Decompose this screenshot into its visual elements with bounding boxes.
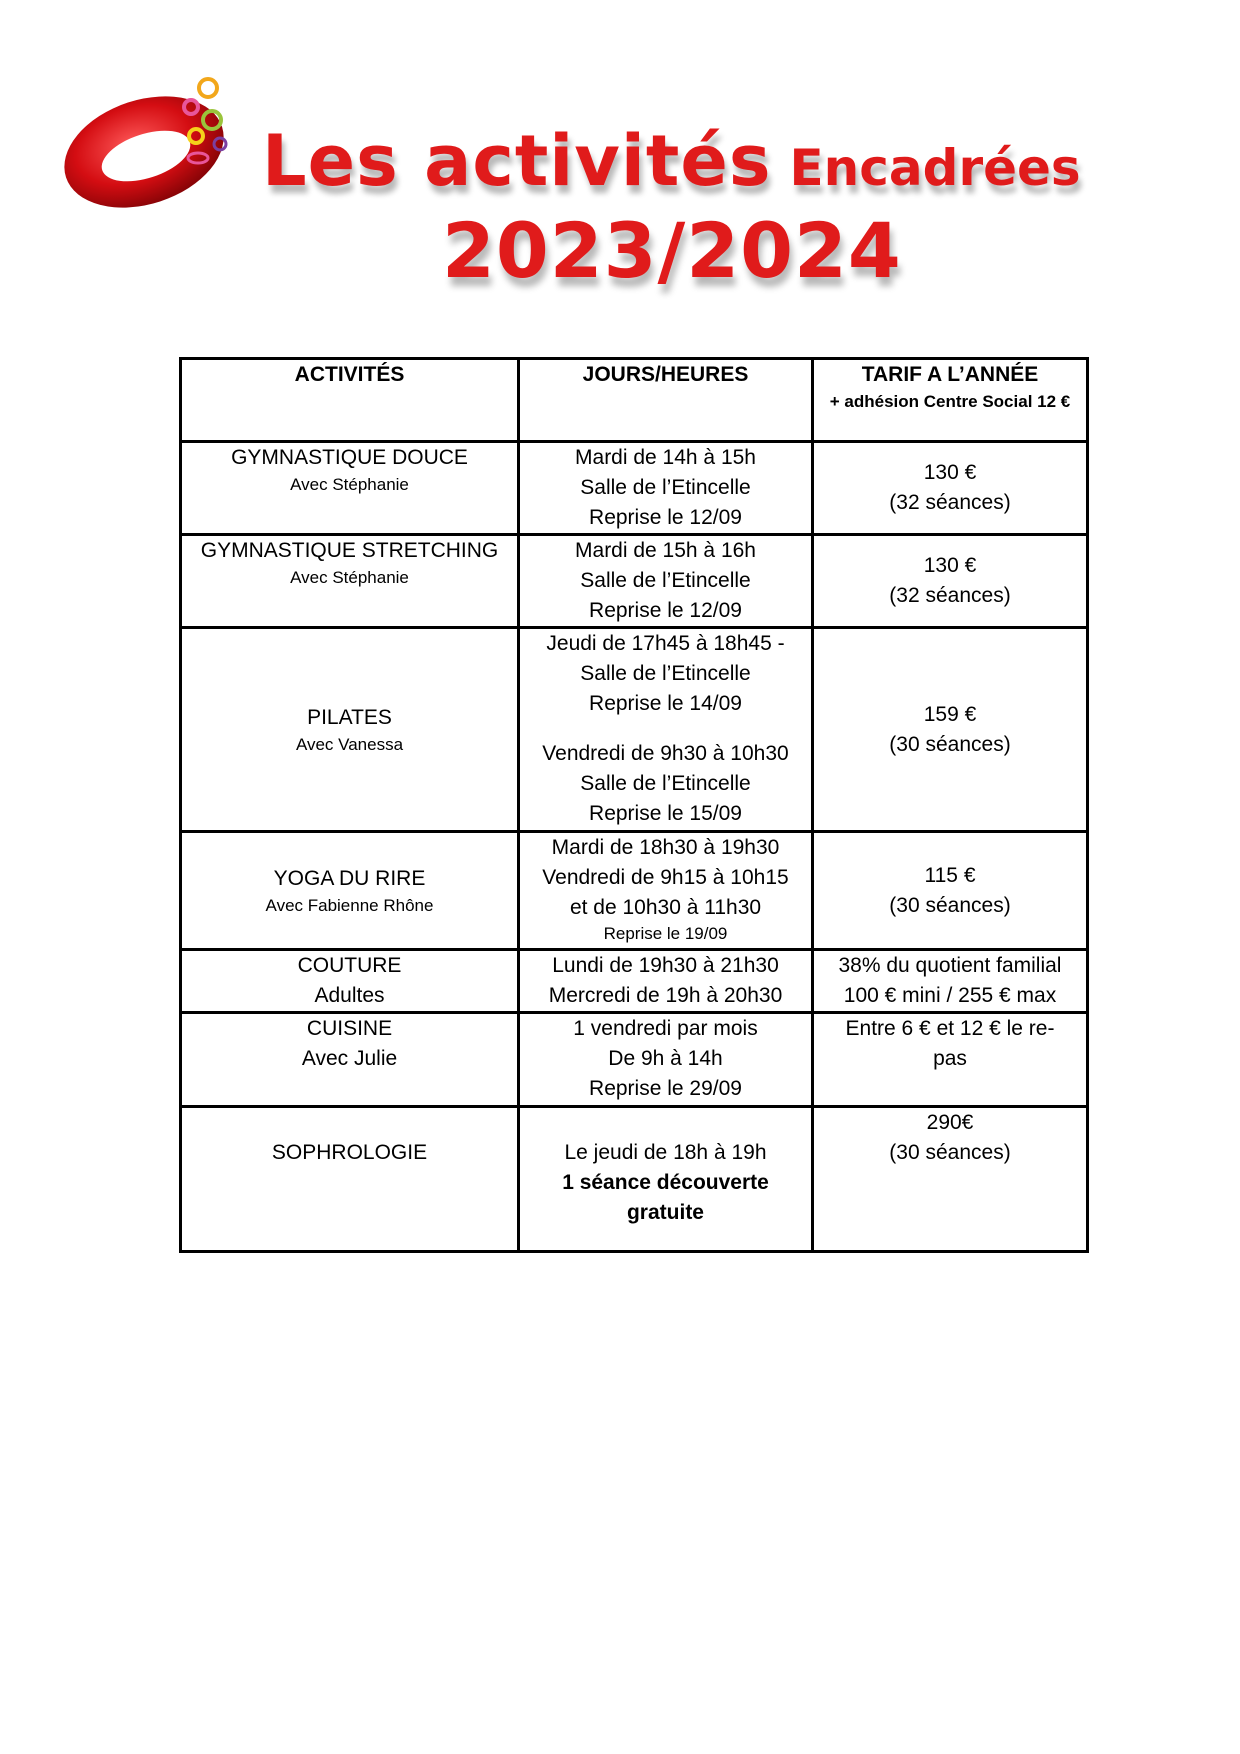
table-row — [181, 1013, 1088, 1107]
table-row — [181, 950, 1088, 1013]
activities-table — [179, 357, 1089, 1253]
title-year: 2023/2024 — [442, 206, 902, 295]
activity-cell: GYMNASTIQUE STRETCHING Avec Stéphanie — [181, 535, 519, 628]
schedule-cell: Lundi de 19h30 à 21h30 Mercredi de 19h à 20h30 — [519, 950, 813, 1013]
activity-cell: SOPHROLOGIE — [181, 1107, 519, 1252]
price-cell: Entre 6 € et 12 € le re- pas — [813, 1013, 1088, 1107]
header-price-note: + adhésion Centre Social 12 € — [829, 392, 1071, 411]
header-activity: ACTIVITÉS — [181, 359, 519, 442]
table-row — [181, 832, 1088, 950]
schedule-cell: Mardi de 18h30 à 19h30 Vendredi de 9h15 à 10h15 et de 10h30 à 11h30 Reprise le 19/09 — [519, 832, 813, 950]
header-price: TARIF A L’ANNÉE + adhésion Centre Social 12 € — [813, 359, 1088, 442]
table-header-row — [181, 359, 1088, 442]
price-cell: 290€ (30 séances) — [813, 1107, 1088, 1252]
table-row — [181, 535, 1088, 628]
table-row — [181, 442, 1088, 535]
activity-cell: YOGA DU RIRE Avec Fabienne Rhône — [181, 832, 519, 950]
activity-cell: GYMNASTIQUE DOUCE Avec Stéphanie — [181, 442, 519, 535]
red-ring-logo-icon — [58, 74, 240, 214]
price-cell: 38% du quotient familial 100 € mini / 255 € max — [813, 950, 1088, 1013]
price-cell: 115 € (30 séances) — [813, 832, 1088, 950]
table-row — [181, 628, 1088, 832]
price-cell: 130 € (32 séances) — [813, 535, 1088, 628]
price-cell: 130 € (32 séances) — [813, 442, 1088, 535]
schedule-cell: 1 vendredi par mois De 9h à 14h Reprise le 29/09 — [519, 1013, 813, 1107]
header-schedule: JOURS/HEURES — [519, 359, 813, 442]
activity-cell: CUISINE Avec Julie — [181, 1013, 519, 1107]
activity-cell: PILATES Avec Vanessa — [181, 628, 519, 832]
table-row — [181, 1107, 1088, 1252]
page-title — [262, 120, 1081, 220]
schedule-cell: Le jeudi de 18h à 19h 1 séance découverte gratuite — [519, 1107, 813, 1252]
title-main: Les activités — [262, 120, 772, 202]
schedule-cell: Jeudi de 17h45 à 18h45 - Salle de l’Etincelle Reprise le 14/09 Vendredi de 9h30 à 10h30 Salle de l’Etincelle Reprise le 15/09 — [519, 628, 813, 832]
activity-cell: COUTURE Adultes — [181, 950, 519, 1013]
title-sub: Encadrées — [789, 139, 1081, 197]
schedule-cell: Mardi de 14h à 15h Salle de l’Etincelle Reprise le 12/09 — [519, 442, 813, 535]
schedule-cell: Mardi de 15h à 16h Salle de l’Etincelle Reprise le 12/09 — [519, 535, 813, 628]
price-cell: 159 € (30 séances) — [813, 628, 1088, 832]
